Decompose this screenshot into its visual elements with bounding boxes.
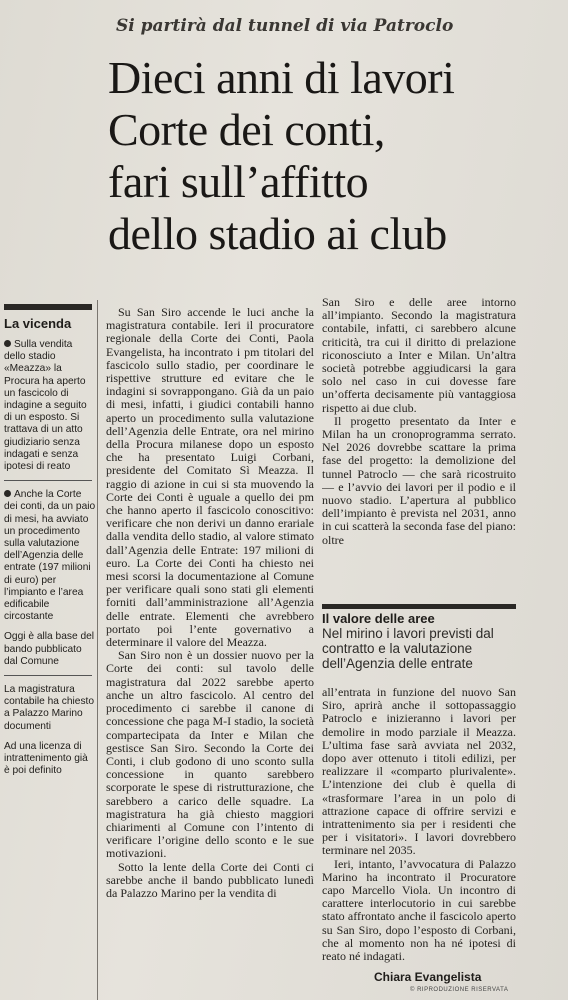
box-text: Nel mirino i lavori previsti dal contratto e la valutazione dell’Agenzia delle entrate (322, 626, 494, 671)
bullet-icon (4, 490, 11, 497)
paragraph: Su San Siro accende le luci anche la magistratura contabile. Ieri il procuratore regionale della Corte dei Conti, Paola Evangelista, ha incontrato i pm titolari del fascicolo sullo stadio, per coordinare le rispettive strutture ed evitare che le indagini si sovrappongano. Già da un paio di mesi, infatti, i giudici contabili hanno aperto un procedimento sulla valutazione dell’Agenzia delle Entrate, ora nel mirino della Procura milanese dopo un esposto che ha presentato Luigi Corbani, presidente del Comitato Sì Meazza. Il raggio di azione in cui si sta muovendo la Corte dei Conti è uguale a quello dei pm che hanno aperto il fascicolo conoscitivo: verificare che non derivi un danno erariale dalla vendita dello stadio, al valore stimato dall’Agenzia delle Entrate: 197 milioni di euro. La Corte dei Conti ha chiesto nei mesi scorsi la documentazione al Comune per verificare quali sono stati gli elementi forniti dall’amministrazione all’Agenzia delle entrate. Elementi che avrebbero portato poi l’ente governativo a determinare il valore del Meazza. (106, 306, 314, 650)
sidebar-divider (4, 675, 92, 676)
sidebar-title: La vicenda (4, 316, 72, 331)
article-column-1 (106, 306, 314, 996)
sidebar-la-vicenda (0, 300, 96, 1000)
box-title: Il valore delle aree (322, 611, 435, 626)
paragraph: Ieri, intanto, l’avvocatura di Palazzo Marino ha incontrato il Procuratore capo Marcello Viola. Un incontro di carattere interlocutorio in cui sarebbe stato affrontato anche il fascicolo aperto su San Siro, dopo l’esposto di Corbani, che al momento non ha né ipotesi di reato né indagati. (322, 856, 516, 964)
headline (108, 52, 568, 260)
box-rule (322, 604, 516, 609)
article-column-2 (322, 296, 516, 602)
byline: Chiara Evangelista (374, 970, 482, 984)
sidebar-divider (4, 480, 92, 481)
paragraph: Il progetto presentato da Inter e Milan ha un cronoprogramma serrato. Nel 2026 dovrebbe scattare la prima fase del progetto: la demolizione del tunnel Patroclo — che sarà ricostruito — e l’avvio dei lavori per il podio e il nuovo stadio. L’apertura al pubblico dell’impianto è prevista nel 2031, anno in cui scatterà la seconda fase del piano: oltre (322, 413, 516, 547)
sidebar-item: Ad una licenza di intrattenimento già è poi definito (4, 740, 88, 777)
paragraph: Sotto la lente della Corte dei Conti ci sarebbe anche il bando pubblicato lunedì da Palazzo Marino per la vendita di (106, 859, 314, 900)
kicker: Si partirà dal tunnel di via Patroclo (116, 16, 454, 36)
headline-line: Dieci anni di lavori (108, 52, 455, 103)
headline-line: dello stadio ai club (108, 208, 447, 259)
paragraph: San Siro non è un dossier nuovo per la Corte dei conti: sul tavolo delle magistratura dal 2022 sarebbe aperto anche un altro fascicolo. Al centro del procedimento ci sarebbe il canone di concessione che paga M-I stadio, la società compartecipata da Inter e Milan che gestisce San Siro. Secondo la Corte dei Conti, i club godono di uno sconto sulla concessione in quanto sarebbero scorporate le spese di ristrutturazione, che sarebbero a carico delle squadre. La magistratura ha già chiesto maggiori chiarimenti al Comune con l’intento di verificare l’origine dello sconto e le sue motivazioni. (106, 648, 314, 861)
article-column-3 (322, 686, 516, 972)
paragraph: all’entrata in funzione del nuovo San Siro, aprirà anche il sottopassaggio Patroclo e inizieranno i lavori per demolire in modo parziale il Meazza. L’ultima fase sarà avviata nel 2032, dopo aver ottenuto i titoli edilizi, per realizzare il «comparto plurivalente». L’intenzione dei club è quella di «trasformare l’area in un polo di attrazione capace di offrire servizi e intrattenimento sia per i residenti che per i visitatori». I lavori dovrebbero terminare nel 2035. (322, 686, 516, 858)
headline-line: Corte dei conti, (108, 104, 385, 155)
bullet-icon (4, 340, 11, 347)
sidebar-item: Sulla vendita dello stadio «Meazza» la Procura ha aperto un fascicolo di indagine a seguito di un esposto. Si trattava di un atto giudiziario senza indagati e senza ipotesi di reato (4, 339, 87, 473)
highlight-box (322, 604, 516, 684)
headline-line: fari sull’affitto (108, 156, 369, 207)
sidebar-item: Oggi è alla base del bando pubblicato dal Comune (4, 631, 95, 667)
sidebar-item: La magistratura contabile ha chiesto a Palazzo Marino documenti (4, 684, 95, 732)
column-divider (97, 300, 98, 1000)
paragraph: San Siro e delle aree intorno all’impianto. Secondo la magistratura contabile, infatti, ci sarebbero alcune criticità, tra cui il diritto di prelazione riconosciuto a Inter e Milan. Un’altra società potrebbe aggiudicarsi la gara solo nel caso in cui dovesse fare un’offerta decisamente più vantaggiosa rispetto ai due club. (322, 296, 516, 415)
copyright-notice: © RIPRODUZIONE RISERVATA (410, 987, 509, 993)
sidebar-item: Anche la Corte dei conti, da un paio di mesi, ha avviato un procedimento sulla valutazione dell’Agenzia delle entrate (197 milioni di euro) per l’impianto e l’area edificabile circostante (4, 489, 96, 623)
sidebar-rule (4, 304, 92, 310)
